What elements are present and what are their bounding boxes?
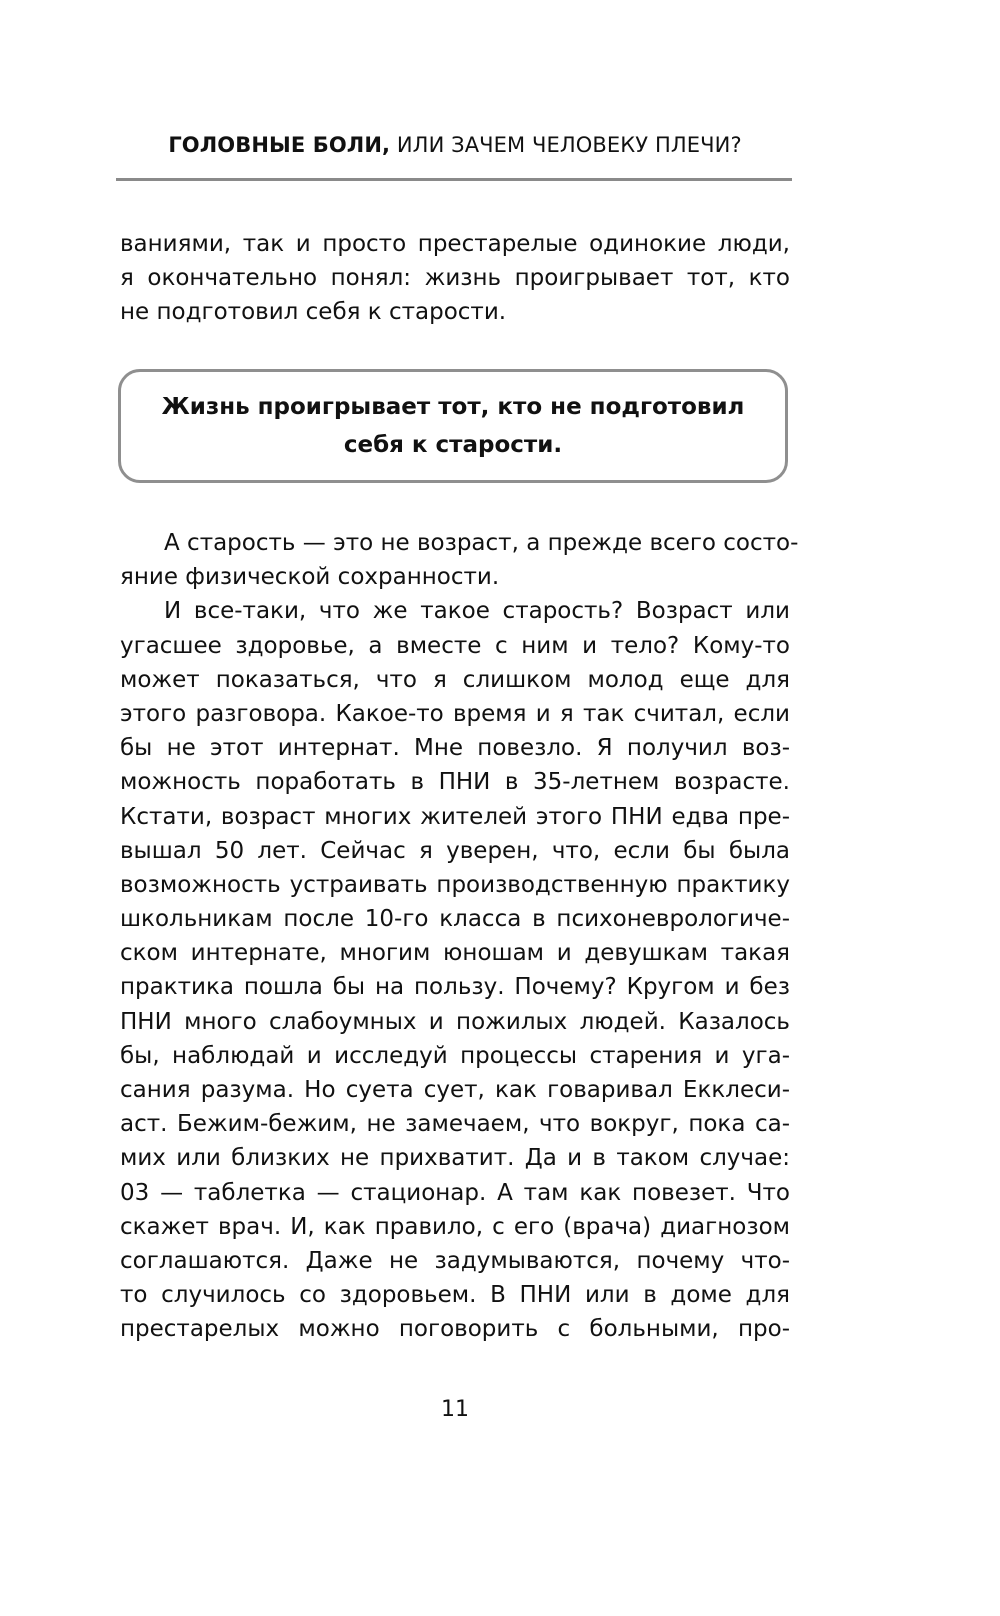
running-header: [118, 130, 792, 160]
callout-line: Жизнь проигрывает тот, кто не подготовил: [161, 394, 745, 420]
text-line: возможность устраивать производственную практику: [120, 871, 790, 898]
text-line: можность поработать в ПНИ в 35-летнем возрасте.: [120, 769, 790, 796]
text-line: сания разума. Но суета сует, как говаривал Екклеси-: [120, 1077, 790, 1103]
text-line: ПНИ много слабоумных и пожилых людей. Казалось: [120, 1008, 790, 1035]
text-line: то случилось со здоровьем. В ПНИ или в доме для: [120, 1282, 790, 1309]
text-line: аст. Бежим-бежим, не замечаем, что вокруг, пока са-: [120, 1111, 790, 1138]
text-line: ваниями, так и просто престарелые одинокие люди,: [120, 231, 790, 257]
callout-line: себя к старости.: [343, 432, 563, 458]
text-line: этого разговора. Какое-то время и я так считал, если: [120, 700, 790, 727]
text-line: мих или близких не прихватит. Да и в таком случае:: [120, 1145, 790, 1172]
callout-quote: [143, 388, 763, 464]
text-line: Кстати, возраст многих жителей этого ПНИ едва пре-: [120, 803, 790, 830]
text-line: практика пошла бы на пользу. Почему? Кругом и без: [120, 974, 790, 1001]
callout-box: [118, 369, 788, 483]
text-line: не подготовил себя к старости.: [120, 299, 507, 326]
text-line: скажет врач. И, как правило, с его (врача) диагнозом: [120, 1213, 790, 1240]
header-divider: [116, 178, 792, 181]
text-line: вышал 50 лет. Сейчас я уверен, что, если бы была: [120, 837, 790, 864]
text-line: яние физической сохранности.: [120, 564, 500, 591]
running-header-bold: ГОЛОВНЫЕ БОЛИ,: [168, 133, 391, 157]
text-line: я окончательно понял: жизнь проигрывает тот, кто: [120, 265, 790, 292]
text-line: угасшее здоровье, а вместе с ним и тело? Кому-то: [120, 632, 790, 659]
text-line: 03 — таблетка — стационар. А там как повезет. Что: [120, 1179, 790, 1206]
paragraph-first-line: А старость — это не возраст, а прежде всего состо-: [164, 530, 799, 556]
text-line: престарелых можно поговорить с больными, про-: [120, 1316, 790, 1343]
text-line: бы, наблюдай и исследуй процессы старения и уга-: [120, 1042, 790, 1069]
body-text: [120, 526, 799, 1347]
intro-paragraph: [120, 227, 790, 330]
paragraph-first-line: И все-таки, что же такое старость? Возраст или: [164, 598, 790, 625]
text-line: ском интернате, многим юношам и девушкам такая: [120, 940, 790, 967]
text-line: бы не этот интернат. Мне повезло. Я получил воз-: [120, 735, 790, 762]
text-line: соглашаются. Даже не задумываются, почему что-: [120, 1247, 790, 1274]
running-header-regular: ИЛИ ЗАЧЕМ ЧЕЛОВЕКУ ПЛЕЧИ?: [390, 133, 742, 157]
text-line: школьникам после 10-го класса в психоневрологиче-: [120, 906, 790, 933]
page-number: 11: [441, 1397, 469, 1422]
text-line: может показаться, что я слишком молод еще для: [120, 666, 790, 693]
